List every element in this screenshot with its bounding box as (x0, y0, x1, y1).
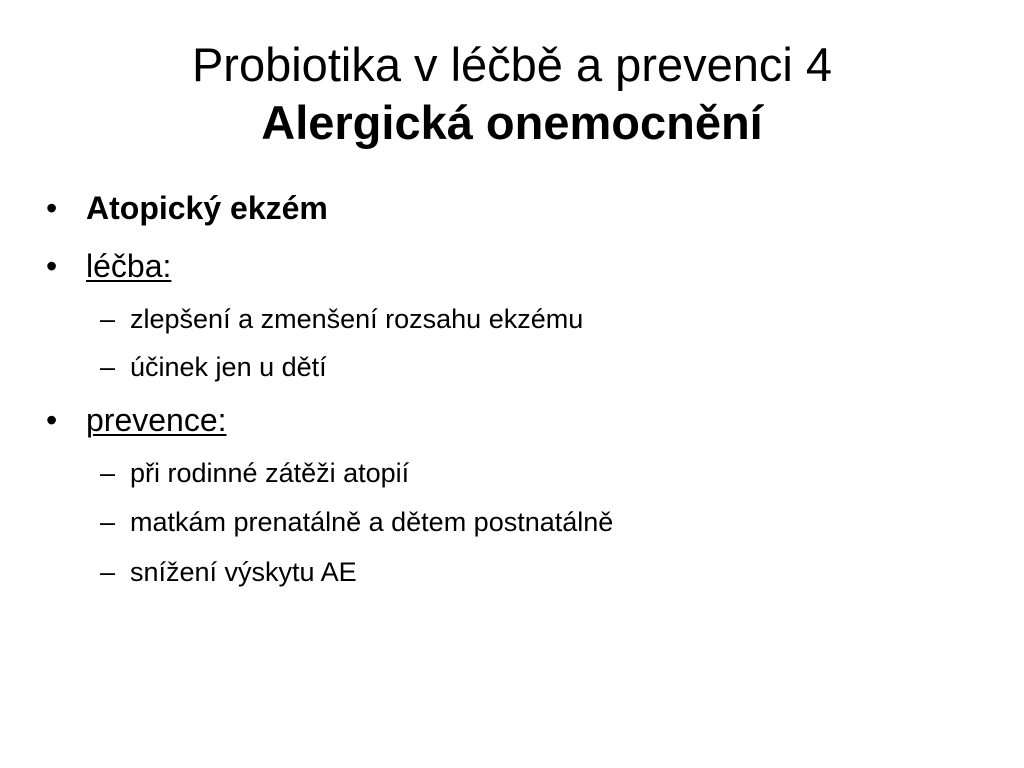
bullet-icon: • (46, 248, 58, 284)
sub-item-text: matkám prenatálně a dětem postnatálně (130, 507, 614, 537)
sub-item-improvement (100, 304, 583, 335)
title-line-1: Probiotika v léčbě a prevenci 4 (191, 38, 833, 91)
sub-item-family-atopy (100, 458, 409, 489)
bullet-item-atopic-eczema (46, 190, 328, 227)
bullet-text: prevence: (86, 402, 227, 438)
bullet-item-treatment (46, 248, 171, 285)
sub-item-text: snížení výskytu AE (130, 557, 357, 587)
sub-item-prenatal-postnatal (100, 507, 613, 538)
dash-icon: – (100, 458, 116, 488)
dash-icon: – (100, 304, 116, 334)
sub-item-ae-reduction (100, 557, 357, 588)
title-line-2: Alergická onemocnění (261, 96, 763, 149)
bullet-item-prevention (46, 402, 227, 439)
dash-icon: – (100, 557, 116, 587)
sub-item-text: zlepšení a zmenšení rozsahu ekzému (130, 304, 584, 334)
dash-icon: – (100, 507, 116, 537)
dash-icon: – (100, 352, 116, 382)
sub-item-text: účinek jen u dětí (130, 352, 327, 382)
bullet-icon: • (46, 190, 58, 226)
bullet-icon: • (46, 402, 58, 438)
bullet-text: Atopický ekzém (86, 190, 328, 226)
sub-item-text: při rodinné zátěži atopií (130, 458, 410, 488)
sub-item-children-effect (100, 352, 327, 383)
bullet-text: léčba: (86, 248, 172, 284)
